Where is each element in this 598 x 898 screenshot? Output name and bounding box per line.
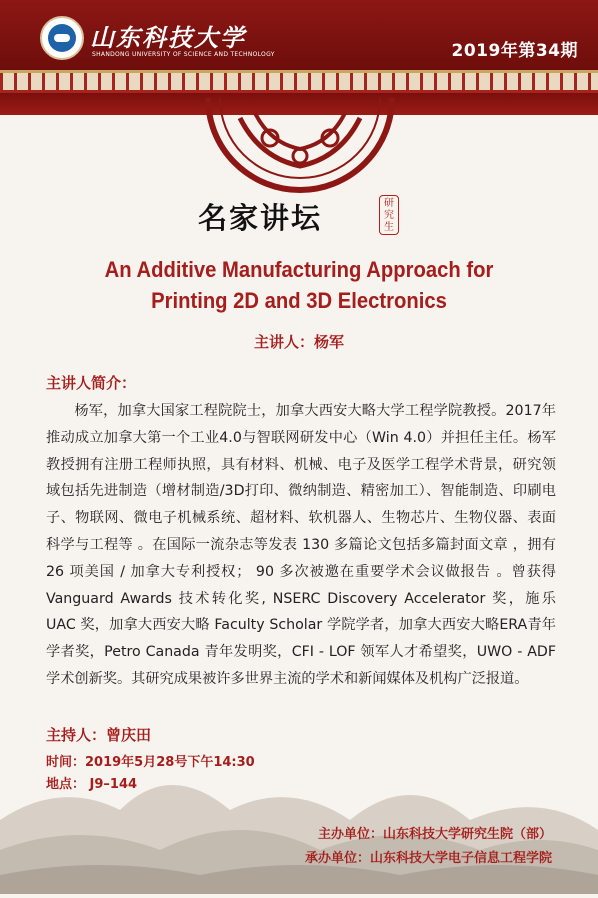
issue-number: 2019年第34期	[451, 41, 578, 61]
speaker-name: 主讲人：杨军	[253, 333, 344, 351]
talk-title	[24, 254, 574, 316]
section-title: 名家讲坛	[198, 201, 323, 235]
university-logo	[40, 16, 84, 60]
bio-heading: 主讲人简介：	[46, 374, 137, 392]
co-organizer: 承办单位：山东科技大学电子信息工程学院	[304, 851, 552, 866]
event-time: 时间：2019年5月28号下午14:30	[46, 755, 255, 770]
university-name-cn: 山东科技大学	[90, 23, 246, 52]
event-place: 地点： J9–144	[46, 777, 138, 792]
logo-emblem-icon	[48, 24, 76, 52]
fret-pattern-band	[0, 73, 598, 93]
postgraduate-seal: 研究生	[379, 195, 399, 235]
bio-paragraph: 杨军，加拿大国家工程院院士，加拿大西安大略大学工程学院教授。2017年推动成立加拿大第一个工业4.0与智联网研发中心（Win 4.0）并担任主任。杨军教授拥有注册工程师执照，具有材料、机械、电子及医学工程学术背景，研究领域包括先进制造（增材制造/3D打印、微纳制造、精密加工）、智能制造、印刷电子、物联网、微电子机械系统、超材料、软机器人、生物芯片、生物仪器、表面科学与工程等 。在国际一流杂志等发表 130 多篇论文包括多篇封面文章 ，拥有 26 项美国 / 加拿大专利授权； 90 多次被邀在重要学术会议做报告 。曾获得 Vanguard Awards 技术转化奖, NSERC Discovery Accelerator 奖，施乐 UAC 奖，加拿大西安大略 Faculty Scholar 学院学者，加拿大西安大略ERA青年学者奖，Petro Canada 青年发明奖，CFI - LOF 领军人才希望奖，UWO - ADF 学术创新奖。其研究成果被许多世界主流的学术和新闻媒体及机构广泛报道。	[46, 403, 556, 687]
host-organization: 主办单位：山东科技大学研究生院（部）	[317, 827, 552, 842]
host-name: 主持人：曾庆田	[46, 726, 152, 744]
decorative-medallion-icon	[200, 98, 400, 198]
talk-title-line-2: Printing 2D and 3D Electronics	[151, 288, 447, 313]
talk-title-line-1: An Additive Manufacturing Approach for	[104, 257, 494, 282]
header-banner	[0, 0, 598, 70]
university-name-en: SHANDONG UNIVERSITY OF SCIENCE AND TECHNOLOGY	[92, 51, 275, 58]
